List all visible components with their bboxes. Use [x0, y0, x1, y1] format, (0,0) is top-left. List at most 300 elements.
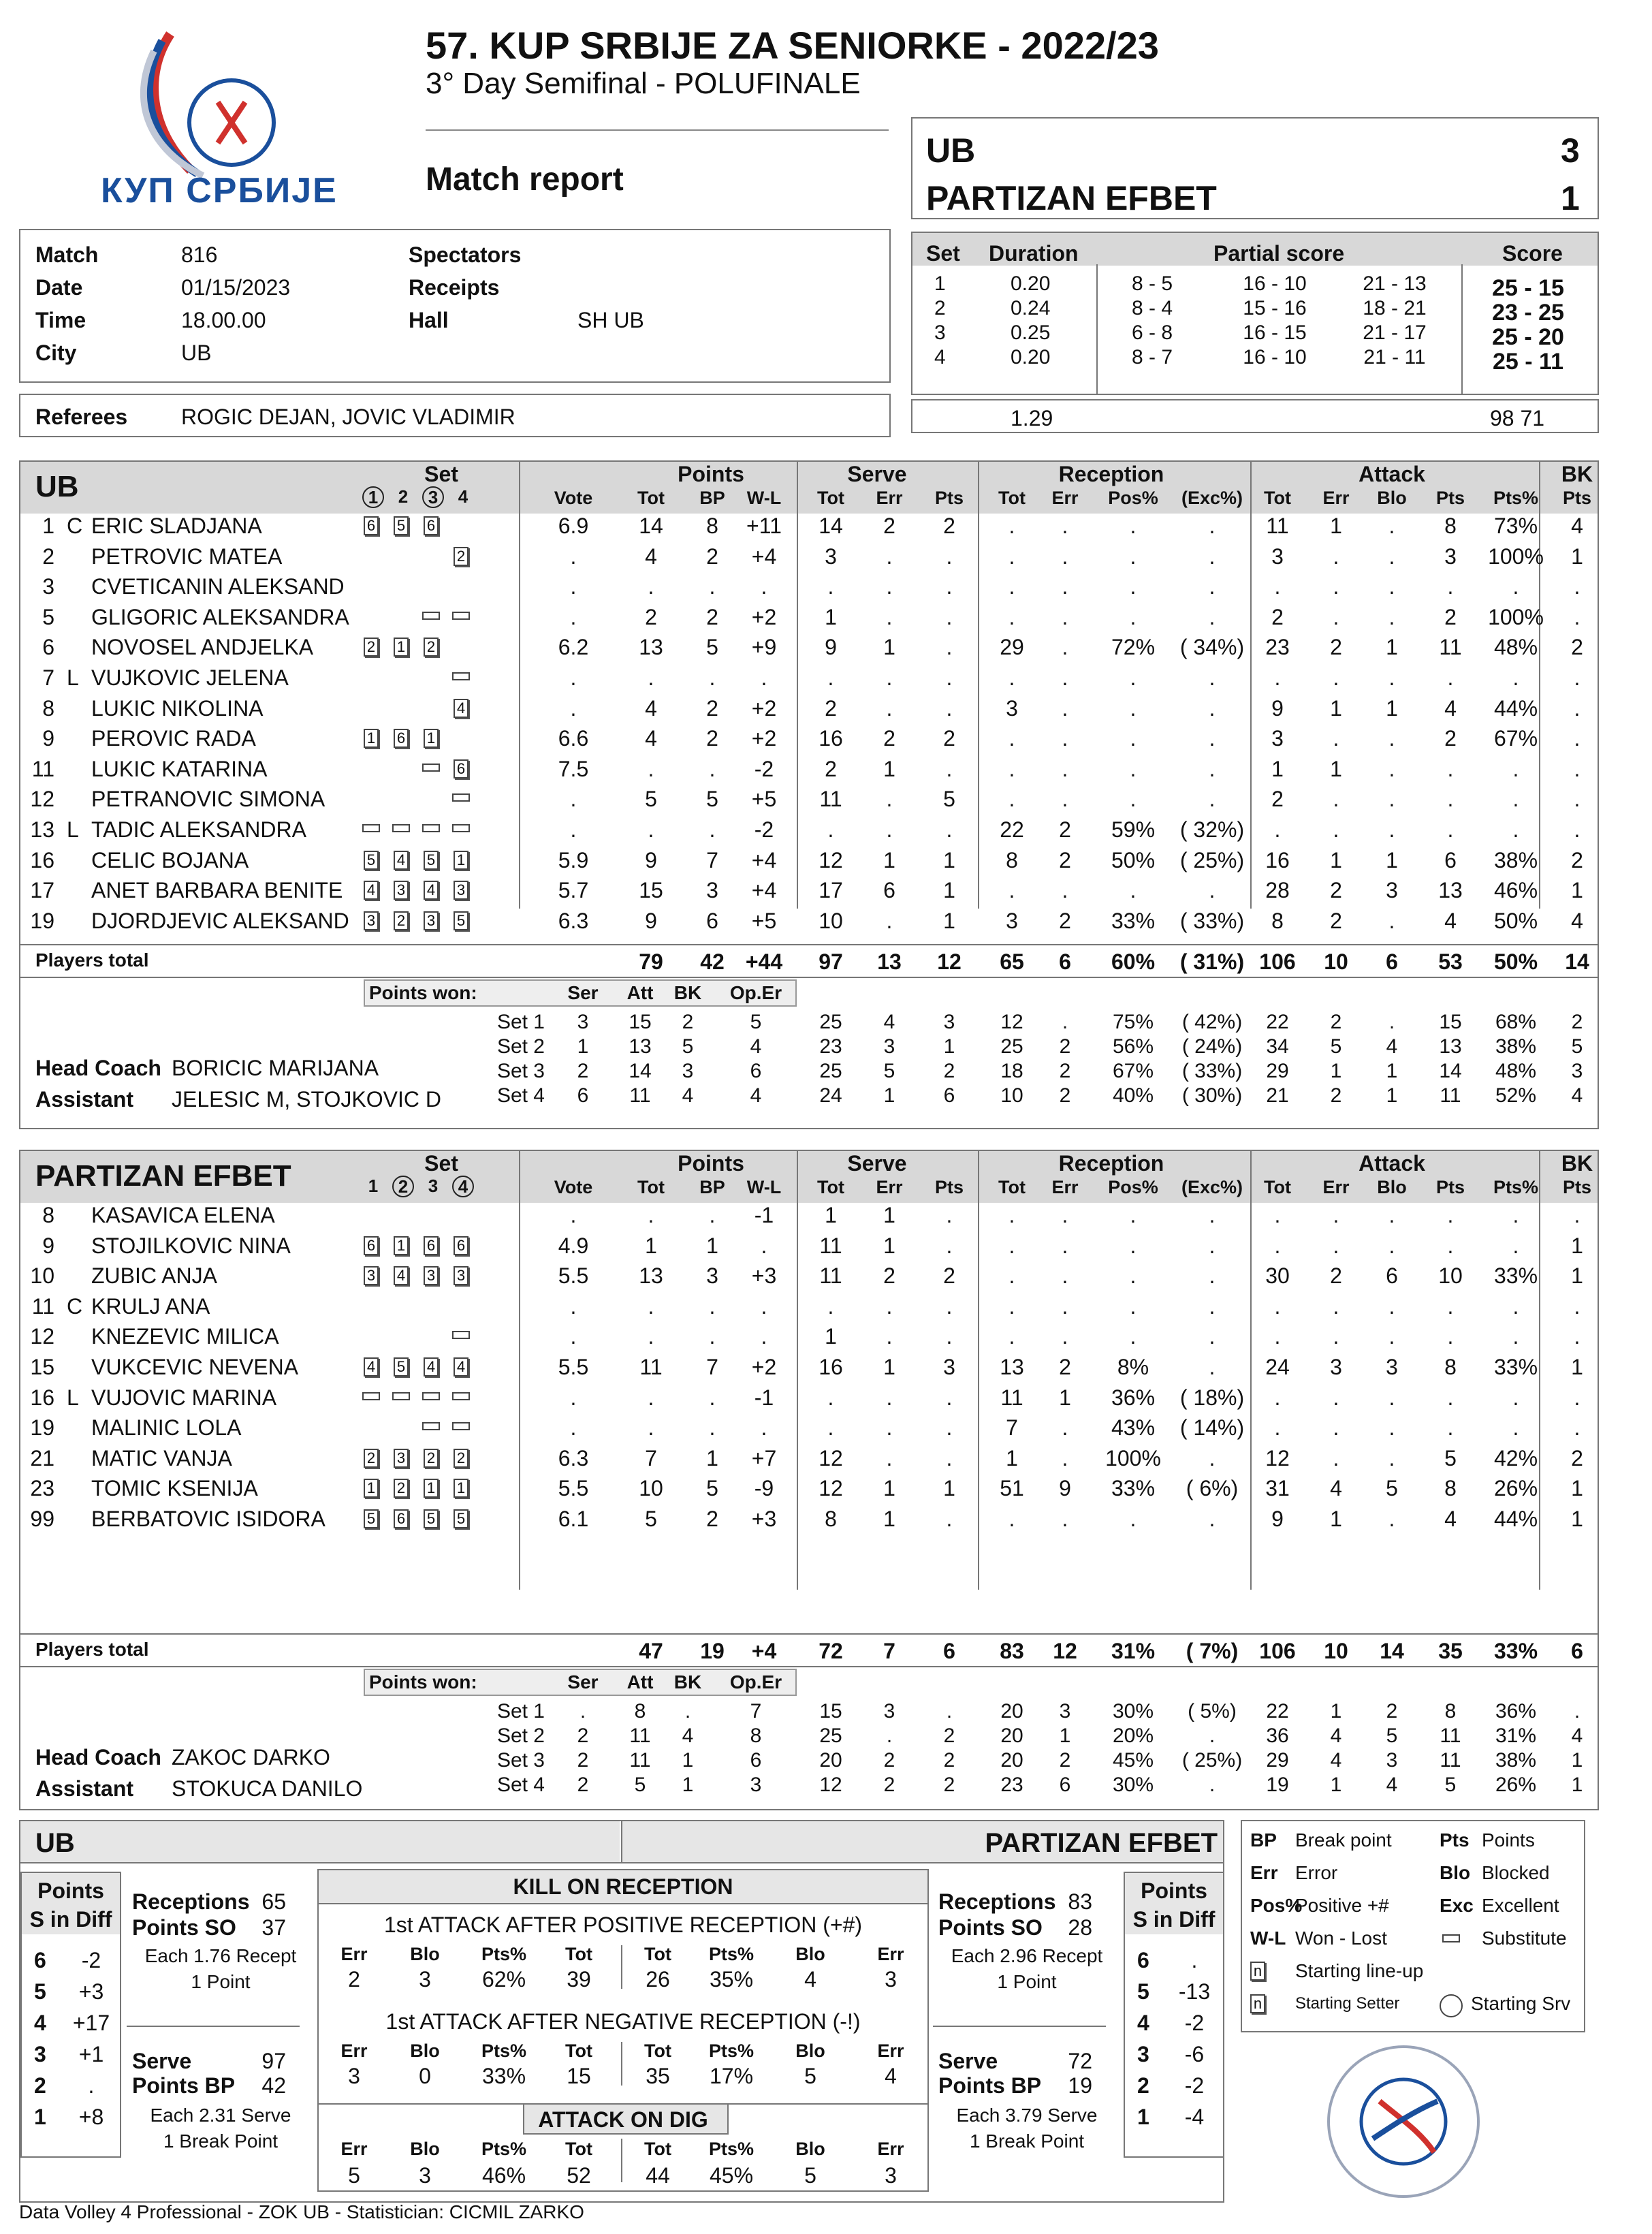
player-number: 21 — [30, 1445, 54, 1470]
kill-cell: 3 — [419, 2163, 431, 2188]
set-stat-cell: 4 — [750, 1035, 762, 1058]
info-value: UB — [181, 341, 212, 365]
total-cell: 6 — [1059, 949, 1071, 974]
stat-cell: . — [1512, 787, 1519, 812]
total-cell: 47 — [639, 1639, 663, 1663]
stat-cell: . — [1574, 1293, 1580, 1319]
title-divider — [426, 129, 889, 131]
stat-cell: . — [886, 1324, 893, 1349]
stat-cell: . — [946, 756, 953, 781]
player-name: LUKIC KATARINA — [91, 756, 268, 781]
kill-cell: 5 — [348, 2163, 360, 2188]
set-stat-cell: 15 — [1439, 1011, 1462, 1033]
set-stat-cell: 2 — [577, 1725, 589, 1747]
rotation-number: 3 — [34, 2042, 46, 2066]
stat-cell: 10 — [1438, 1263, 1463, 1289]
rotation-number: 2 — [34, 2073, 46, 2098]
set-stat-cell: 67% — [1112, 1060, 1154, 1082]
partial-score-21: 21 - 13 — [1363, 272, 1427, 295]
player-name: VUKCEVIC NEVENA — [91, 1355, 299, 1379]
stat-cell: . — [1062, 514, 1068, 538]
stat-cell: 16 — [1265, 847, 1290, 872]
stat-cell: . — [1574, 1385, 1580, 1410]
stat-cell: . — [886, 544, 893, 569]
col-subheader: W-L — [746, 488, 782, 508]
player-number: 3 — [42, 574, 54, 599]
stat-cell: . — [1333, 787, 1339, 812]
assistant-label: Assistant — [35, 1776, 134, 1801]
divider — [19, 977, 1599, 978]
legend-text: Positive +# — [1295, 1895, 1389, 1916]
set-stat-cell: 25 — [819, 1060, 842, 1082]
stat-cell: 3 — [1271, 544, 1284, 569]
stat-cell: 6 — [1386, 1263, 1398, 1289]
set-stat-cell: 5 — [682, 1035, 694, 1058]
set-stat-cell: 14 — [1439, 1060, 1462, 1082]
legend-text: Starting Setter — [1295, 1994, 1400, 2013]
stat-cell: 2 — [706, 544, 718, 569]
stat-cell: . — [1209, 787, 1216, 812]
stat-cell: 1 — [883, 847, 895, 872]
stat-cell: . — [709, 756, 716, 781]
kill-col-header: Tot — [644, 2041, 671, 2061]
stat-cell: . — [1388, 604, 1395, 629]
set-stat-cell: 36 — [1266, 1725, 1289, 1747]
rotation-diff: -6 — [1184, 2042, 1205, 2066]
col-subheader: Blo — [1377, 488, 1407, 508]
rotation-diff: . — [1191, 1948, 1198, 1972]
player-name: KNEZEVIC MILICA — [91, 1324, 279, 1349]
stat-cell: 2 — [1330, 878, 1342, 903]
set-stat-cell: 3 — [943, 1011, 955, 1033]
stat-cell: 7 — [645, 1445, 657, 1470]
divider — [621, 1820, 622, 1862]
starting-position: 1 — [424, 729, 439, 748]
stat-cell: 2 — [1330, 908, 1342, 933]
stat-cell: . — [1574, 817, 1580, 842]
stat-cell: 14 — [639, 514, 663, 538]
rotation-diff: +1 — [78, 2042, 104, 2066]
player-number: 8 — [42, 1203, 54, 1227]
set-duration: 0.20 — [1011, 346, 1051, 368]
stat-cell: . — [1062, 1415, 1068, 1441]
stat-cell: . — [827, 1385, 834, 1410]
stat-cell: 1 — [1571, 1355, 1583, 1379]
stat-cell: . — [570, 665, 577, 690]
col-subheader: W-L — [746, 1177, 782, 1197]
set-stat-cell: 2 — [1386, 1700, 1398, 1722]
points-col-header: Points — [678, 462, 744, 486]
set-number-header: 2 — [398, 486, 409, 507]
info-label: Receipts — [409, 275, 500, 300]
legend-text: Starting Srv — [1471, 1993, 1571, 2014]
divider — [19, 944, 1599, 945]
set-stat-cell: 2 — [943, 1060, 955, 1082]
stat-cell: . — [1209, 1233, 1216, 1258]
stat-cell: 7 — [706, 1355, 718, 1379]
stat-cell: . — [1574, 1324, 1580, 1349]
stat-cell: 10 — [639, 1476, 663, 1501]
stat-cell: 1 — [825, 1324, 837, 1349]
set-stat-cell: 52% — [1495, 1084, 1537, 1107]
total-cell: 72 — [819, 1639, 843, 1663]
stat-cell: . — [946, 544, 953, 569]
col-subheader: Vote — [554, 488, 593, 508]
set-stat-cell: 2 — [883, 1749, 895, 1772]
stat-cell: . — [1512, 756, 1519, 781]
stat-cell: +7 — [751, 1445, 777, 1470]
player-name: TOMIC KSENIJA — [91, 1476, 258, 1501]
set-stat-cell: 22 — [1266, 1700, 1289, 1722]
stat-cell: . — [1209, 574, 1216, 599]
starting-position: 2 — [424, 1449, 439, 1468]
set-stat-cell: 1 — [682, 1749, 694, 1772]
set-stat-cell: 2 — [1059, 1060, 1071, 1082]
stat-cell: . — [1062, 1507, 1068, 1531]
starting-position: 5 — [394, 516, 409, 535]
stat-cell: . — [1512, 665, 1519, 690]
stat-cell: . — [1130, 726, 1137, 751]
stat-cell: 1 — [645, 1233, 657, 1258]
stat-cell: ( 34%) — [1179, 635, 1245, 660]
set-stat-cell: 25 — [819, 1011, 842, 1033]
stat-cell: . — [709, 1385, 716, 1410]
player-role: L — [67, 665, 79, 690]
substitute-icon — [422, 1422, 440, 1430]
page-subtitle: 3° Day Semifinal - POLUFINALE — [426, 67, 861, 100]
receptions-value: 83 — [1068, 1889, 1092, 1914]
stat-cell: 10 — [819, 908, 843, 933]
col-subheader: Err — [876, 488, 903, 508]
referees-label: Referees — [35, 405, 128, 429]
set-stat-cell: 2 — [1571, 1011, 1583, 1033]
points-won-col: Att — [626, 982, 654, 1003]
kill-col-header: Tot — [565, 2041, 592, 2061]
set-stat-cell: . — [946, 1700, 953, 1722]
stat-cell: 1 — [825, 1203, 837, 1227]
set-label: Set 2 — [496, 1725, 545, 1747]
starting-position: 6 — [364, 516, 379, 535]
set-duration: 0.20 — [1011, 272, 1051, 295]
stat-cell: . — [1388, 1445, 1395, 1470]
stat-cell: 17 — [819, 878, 843, 903]
total-cell: 14 — [1380, 1639, 1404, 1663]
stat-cell: 2 — [706, 1507, 718, 1531]
divider — [933, 2026, 1106, 2027]
stat-cell: 5.5 — [558, 1476, 589, 1501]
stat-cell: 9 — [1271, 1507, 1284, 1531]
stat-cell: . — [1333, 1415, 1339, 1441]
set-stat-cell: 8 — [634, 1700, 646, 1722]
set-final-score: 25 - 11 — [1493, 349, 1563, 375]
stat-cell: . — [1209, 1355, 1216, 1379]
kill-col-header: Blo — [795, 1944, 825, 1964]
stat-cell: 2 — [706, 695, 718, 721]
stat-cell: 15 — [639, 878, 663, 903]
kill-cell: 3 — [419, 1967, 431, 1992]
stat-cell: 1 — [883, 1203, 895, 1227]
player-number: 16 — [30, 847, 54, 872]
stat-cell: 6 — [706, 908, 718, 933]
divider — [19, 1666, 1599, 1667]
starting-legend-icon: n — [1250, 1962, 1265, 1981]
stat-cell: . — [1274, 1293, 1281, 1319]
partial-score-header: Partial score — [1213, 241, 1345, 266]
stat-cell: . — [1447, 1203, 1454, 1227]
legend-abbr: W-L — [1250, 1928, 1286, 1949]
kill-col-header: Tot — [565, 1944, 592, 1964]
set-stat-cell: ( 42%) — [1181, 1011, 1243, 1033]
stat-cell: 1 — [1330, 514, 1342, 538]
stat-cell: . — [648, 817, 654, 842]
stat-cell: . — [1333, 1385, 1339, 1410]
each-break-point: 1 Break Point — [969, 2130, 1085, 2152]
stat-cell: +2 — [751, 1355, 777, 1379]
stat-cell: . — [1388, 1415, 1395, 1441]
kill-col-header: Pts% — [708, 2139, 754, 2159]
points-bp-label: Points BP — [132, 2073, 236, 2098]
stat-cell: 8 — [825, 1507, 837, 1531]
stat-cell: 5 — [706, 635, 718, 660]
stat-cell: . — [1008, 1203, 1015, 1227]
column-divider — [797, 460, 798, 909]
points-won-col: BK — [673, 1671, 702, 1693]
set-number-header: 1 — [368, 1176, 379, 1196]
rotation-number: 1 — [1137, 2105, 1149, 2129]
stat-cell: . — [648, 1415, 654, 1441]
starting-position: 5 — [394, 1357, 409, 1376]
stat-cell: . — [1512, 1293, 1519, 1319]
set-stat-cell: 11 — [1440, 1749, 1461, 1772]
stat-cell: 8 — [1006, 847, 1018, 872]
stat-cell: . — [1209, 1203, 1216, 1227]
stat-cell: 5.5 — [558, 1355, 589, 1379]
stat-cell: 67% — [1493, 726, 1538, 751]
set-stat-cell: 6 — [943, 1084, 955, 1107]
partial-score-16: 15 - 16 — [1243, 297, 1307, 319]
bk-col-header: BK — [1561, 1151, 1593, 1176]
stat-cell: . — [1574, 695, 1580, 721]
set-stat-cell: 56% — [1112, 1035, 1154, 1058]
stat-cell: . — [1130, 1233, 1137, 1258]
stat-cell: . — [1008, 544, 1015, 569]
stat-cell: 72% — [1111, 635, 1156, 660]
stat-cell: 4 — [645, 695, 657, 721]
points-won-col: Ser — [567, 1671, 599, 1693]
player-number: 12 — [30, 787, 54, 812]
stat-cell: . — [1333, 1324, 1339, 1349]
player-number: 1 — [42, 514, 54, 538]
stat-cell: 1 — [1571, 544, 1583, 569]
stat-cell: . — [1209, 695, 1216, 721]
stat-cell: . — [946, 574, 953, 599]
set-stat-cell: . — [1209, 1725, 1216, 1747]
column-divider — [1250, 1150, 1252, 1590]
stat-cell: 4.9 — [558, 1233, 589, 1258]
legend-text: Excellent — [1482, 1895, 1559, 1916]
each-serve-text: Each 3.79 Serve — [956, 2105, 1098, 2126]
stat-cell: . — [886, 1385, 893, 1410]
kill-col-header: Tot — [644, 1944, 671, 1964]
set-stat-cell: 5 — [1330, 1035, 1342, 1058]
stat-cell: 2 — [1571, 1445, 1583, 1470]
serve-label: Serve — [132, 2049, 192, 2073]
player-name: PEROVIC RADA — [91, 726, 256, 751]
player-name: PETROVIC MATEA — [91, 544, 283, 569]
legend-abbr: Pts — [1440, 1829, 1470, 1851]
stat-cell: +2 — [751, 695, 777, 721]
substitute-icon — [452, 1331, 470, 1339]
stat-cell: 2 — [1059, 847, 1071, 872]
set-final-score: 25 - 15 — [1492, 275, 1564, 301]
divider — [19, 1633, 1599, 1635]
stat-cell: . — [1209, 665, 1216, 690]
set-stat-cell: 2 — [577, 1749, 589, 1772]
stat-cell: . — [761, 1233, 767, 1258]
total-cell: 7 — [883, 1639, 895, 1663]
stat-cell: +2 — [751, 726, 777, 751]
stat-cell: 5 — [943, 787, 955, 812]
player-number: 16 — [30, 1385, 54, 1410]
stat-cell: 33% — [1493, 1355, 1538, 1379]
stat-cell: 4 — [1330, 1476, 1342, 1501]
match-report-label: Match report — [426, 161, 624, 198]
stat-cell: . — [946, 604, 953, 629]
player-name: PETRANOVIC SIMONA — [91, 787, 325, 812]
stat-cell: . — [1130, 695, 1137, 721]
stat-cell: 3 — [706, 1263, 718, 1289]
rotation-number: 1 — [34, 2105, 46, 2129]
stat-cell: 1 — [1271, 756, 1284, 781]
stat-cell: 5 — [706, 1476, 718, 1501]
assistant-label: Assistant — [35, 1087, 134, 1112]
rotation-diff: +3 — [78, 1979, 104, 2004]
team-name: PARTIZAN EFBET — [35, 1159, 291, 1193]
starting-position: 6 — [424, 516, 439, 535]
starting-srv-icon — [1440, 1994, 1463, 2017]
player-name: ZUBIC ANJA — [91, 1263, 217, 1289]
stat-cell: 44% — [1493, 1507, 1538, 1531]
stat-cell: . — [946, 1324, 953, 1349]
info-value: SH UB — [577, 308, 644, 332]
assistant-name: JELESIC M, STOJKOVIC D — [172, 1087, 441, 1112]
sin-diff-header: S in Diff — [1132, 1907, 1216, 1932]
starting-position: 1 — [424, 1479, 439, 1498]
kill-col-header: Pts% — [481, 2041, 527, 2061]
stat-cell: 9 — [1059, 1476, 1071, 1501]
stat-cell: . — [1274, 1324, 1281, 1349]
stat-cell: 5 — [645, 1507, 657, 1531]
starting-position: 4 — [454, 1357, 468, 1376]
stat-cell: 13 — [1438, 878, 1463, 903]
stat-cell: . — [648, 1385, 654, 1410]
positive-reception-title: 1st ATTACK AFTER POSITIVE RECEPTION (+#) — [383, 1913, 863, 1937]
starting-position: 2 — [364, 638, 379, 657]
player-number: 10 — [30, 1263, 54, 1289]
starting-position: 4 — [424, 1357, 439, 1376]
set-stat-cell: 11 — [629, 1725, 651, 1747]
stat-cell: . — [1209, 726, 1216, 751]
each-break-point: 1 Break Point — [163, 2130, 279, 2152]
stat-cell: . — [1008, 787, 1015, 812]
set-stat-cell: 22 — [1266, 1011, 1289, 1033]
stat-cell: 2 — [706, 604, 718, 629]
stat-cell: . — [886, 604, 893, 629]
set-stat-cell: ( 30%) — [1181, 1084, 1243, 1107]
stat-cell: . — [1333, 817, 1339, 842]
stat-cell: . — [946, 1445, 953, 1470]
each-recept-text: Each 1.76 Recept — [144, 1945, 297, 1966]
stat-cell: . — [1274, 817, 1281, 842]
stat-cell: 13 — [639, 635, 663, 660]
set-stat-cell: 6 — [1059, 1774, 1071, 1796]
stat-cell: +5 — [751, 787, 777, 812]
set-stat-cell: 2 — [1059, 1084, 1071, 1107]
stat-cell: . — [761, 574, 767, 599]
legend-abbr: Exc — [1440, 1895, 1474, 1916]
set-stat-cell: 3 — [883, 1700, 895, 1722]
stat-cell: . — [946, 695, 953, 721]
info-label: City — [35, 341, 77, 365]
home-header-bg — [20, 1821, 620, 1862]
stat-cell: . — [946, 1293, 953, 1319]
stat-cell: 1 — [1330, 1507, 1342, 1531]
set-stat-cell: 3 — [1059, 1700, 1071, 1722]
stat-cell: 6 — [883, 878, 895, 903]
info-value: 816 — [181, 242, 218, 267]
set-stat-cell: 13 — [629, 1035, 652, 1058]
set-stat-cell: 21 — [1266, 1084, 1289, 1107]
stat-cell: 4 — [1444, 908, 1457, 933]
substitute-legend-icon — [1442, 1934, 1460, 1942]
stat-cell: 2 — [706, 726, 718, 751]
kill-cell: 17% — [709, 2064, 754, 2088]
col-subheader: Pts — [934, 488, 964, 508]
stat-cell: 1 — [883, 756, 895, 781]
col-subheader: Tot — [998, 488, 1026, 508]
column-divider — [797, 1150, 798, 1590]
stat-cell: . — [1574, 787, 1580, 812]
stat-cell: 2 — [825, 756, 837, 781]
stat-cell: . — [1062, 1445, 1068, 1470]
stat-cell: . — [1008, 514, 1015, 538]
info-label: Match — [35, 242, 99, 267]
player-number: 19 — [30, 1415, 54, 1441]
stat-cell: . — [886, 665, 893, 690]
stat-cell: 1 — [883, 1507, 895, 1531]
set-stat-cell: 29 — [1266, 1060, 1289, 1082]
total-cell: 13 — [877, 949, 902, 974]
kill-col-header: Blo — [410, 1944, 440, 1964]
column-divider — [978, 1150, 979, 1590]
col-subheader: Pos% — [1108, 488, 1158, 508]
stat-cell: 33% — [1111, 908, 1156, 933]
info-label: Date — [35, 275, 83, 300]
set-stat-cell: 6 — [750, 1749, 762, 1772]
set-stat-cell: 14 — [629, 1060, 652, 1082]
stat-cell: 31 — [1265, 1476, 1290, 1501]
player-name: STOJILKOVIC NINA — [91, 1233, 291, 1258]
total-cell: 35 — [1438, 1639, 1463, 1663]
stat-cell: 1 — [943, 847, 955, 872]
starting-position: 3 — [424, 1266, 439, 1285]
rotation-diff: -2 — [1184, 2073, 1205, 2098]
starting-legend-icon: n — [1250, 1994, 1265, 2013]
set-stat-cell: 5 — [1571, 1035, 1583, 1058]
kill-cell: 3 — [885, 1967, 897, 1992]
referees-value: ROGIC DEJAN, JOVIC VLADIMIR — [181, 405, 515, 429]
stat-cell: 2 — [1059, 817, 1071, 842]
